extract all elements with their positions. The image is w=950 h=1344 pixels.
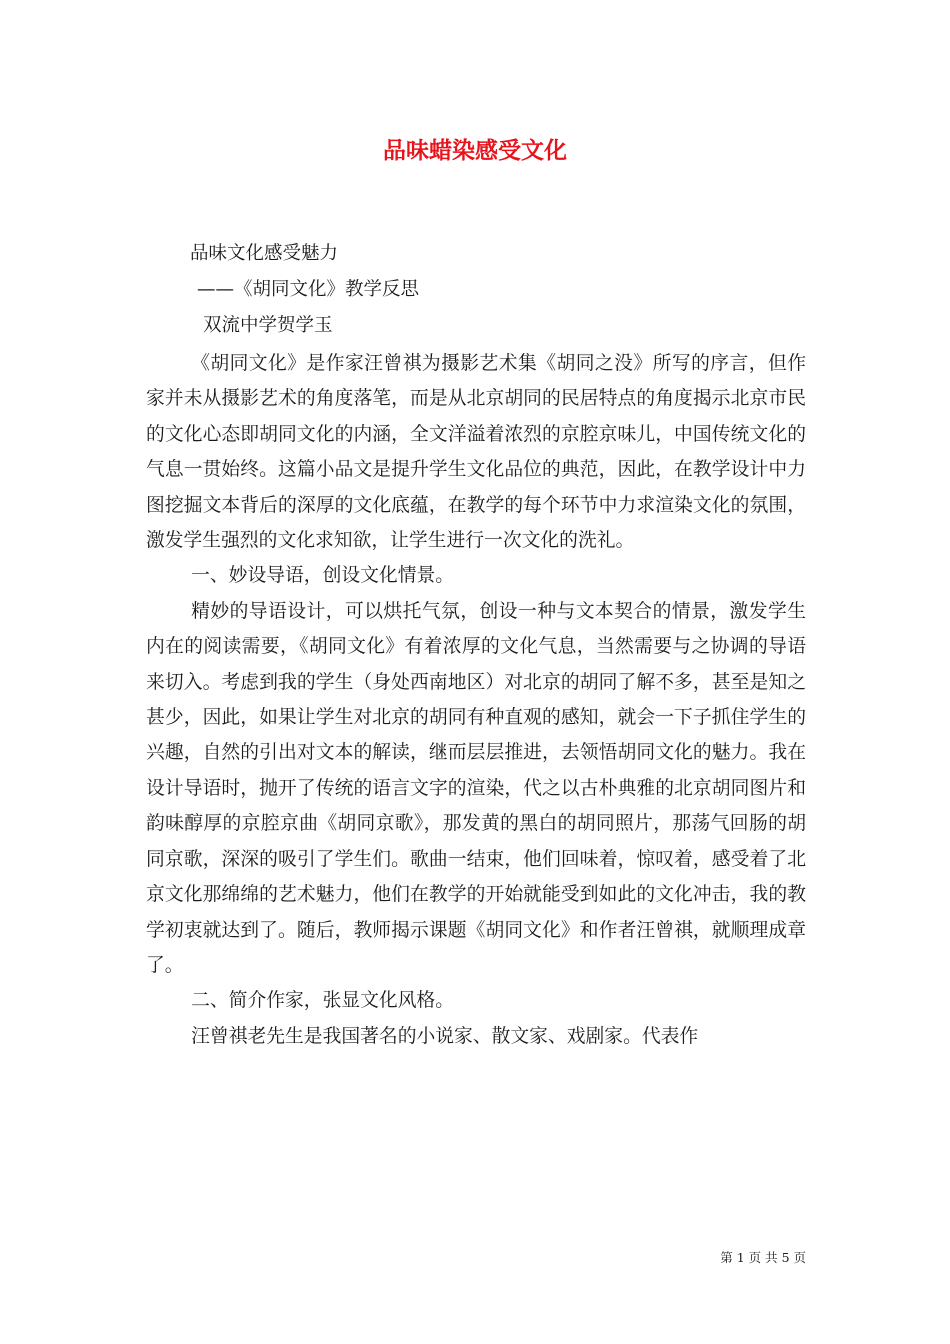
section-heading: 一、妙设导语，创设文化情景。 — [191, 565, 455, 587]
page-footer: 第 1 页 共 5 页 — [720, 1250, 806, 1265]
document-title: 品味蜡染感受文化 — [383, 137, 567, 164]
body-paragraph: 精妙的导语设计，可以烘托气氛，创设一种与文本契合的情景，激发学生内在的阅读需要，《胡同文化》有着浓厚的文化气息，当然需要与之协调的导语来切入。考虑到我的学生（身处西南地区）对北京的胡同了解不多，甚至是知之甚少，因此，如果让学生对北京的胡同有种直观的感知，就会一下子抓住学生的兴趣，自然的引出对文本的解读，继而层层推进，去领悟胡同文化的魅力。我在设计导语时，抛开了传统的语言文字的渲染，代之以古朴典雅的北京胡同图片和韵味醇厚的京腔京曲《胡同京歌》，那发黄的黑白的胡同照片，那荡气回肠的胡同京歌，深深的吸引了学生们。歌曲一结束，他们回味着，惊叹着，感受着了北京文化那绵绵的艺术魅力，他们在教学的开始就能受到如此的文化冲击，我的教学初衷就达到了。随后，教师揭示课题《胡同文化》和作者汪曾祺，就顺理成章了。 — [146, 600, 806, 976]
author-line: 双流中学贺学玉 — [203, 315, 333, 336]
subtitle-line: 品味文化感受魅力 — [190, 243, 339, 264]
body-paragraph: 汪曾祺老先生是我国著名的小说家、散文家、戏剧家。代表作 — [191, 1025, 699, 1047]
body-paragraph: 《胡同文化》是作家汪曾祺为摄影艺术集《胡同之没》所写的序言，但作家并未从摄影艺术的角度落笔，而是从北京胡同的民居特点的角度揭示北京市民的文化心态即胡同文化的内涵，全文洋溢着浓烈的京腔京味儿，中国传统文化的气息一贯始终。这篇小品文是提升学生文化品位的典范，因此，在教学设计中力图挖掘文本背后的深厚的文化底蕴，在教学的每个环节中力求渲染文化的氛围，激发学生强烈的文化求知欲，让学生进行一次文化的洗礼。 — [146, 353, 806, 552]
document-body — [146, 346, 806, 1054]
subtitle-line: ——《胡同文化》教学反思 — [197, 279, 420, 300]
section-heading: 二、简介作家，张显文化风格。 — [191, 990, 455, 1012]
